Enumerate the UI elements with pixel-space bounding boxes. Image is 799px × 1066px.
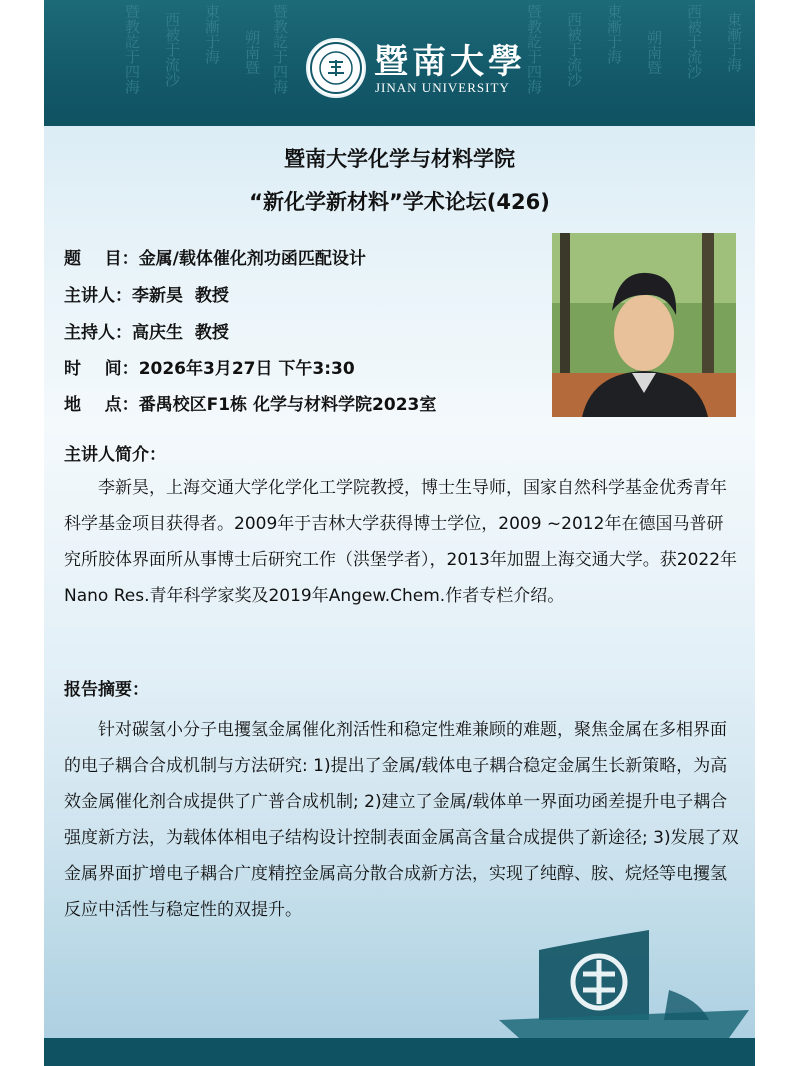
info-label: 时 间：	[64, 359, 139, 379]
calligraphy-bg: 東漸于海	[605, 4, 623, 64]
info-speaker	[64, 281, 229, 306]
footer-band	[44, 1038, 755, 1066]
calligraphy-bg: 暨教訖于四海	[525, 4, 543, 94]
info-value: 李新昊 教授	[132, 286, 229, 306]
poster	[44, 0, 755, 1066]
info-value: 番禺校区F1栋 化学与材料学院2023室	[138, 395, 437, 415]
speaker-photo	[552, 233, 736, 417]
header-banner	[44, 0, 755, 126]
bio-heading: 主讲人简介：	[64, 445, 166, 465]
info-topic	[64, 244, 366, 269]
brand-name-en: JINAN UNIVERSITY	[375, 80, 510, 95]
info-value: 高庆生 教授	[132, 323, 229, 343]
info-label: 主持人：	[64, 323, 132, 343]
abstract-heading: 报告摘要：	[64, 680, 149, 700]
calligraphy-bg: 東漸于海	[203, 4, 221, 64]
brand-name-cn: 暨南大學	[374, 42, 526, 82]
calligraphy-bg: 西被于流沙	[685, 4, 703, 79]
info-location	[64, 390, 436, 415]
university-seal-icon	[306, 38, 366, 98]
info-label: 地 点：	[64, 395, 139, 415]
info-time	[64, 354, 355, 379]
forum-title: “新化学新材料”学术论坛(426)	[249, 190, 550, 214]
calligraphy-bg: 朔南暨	[243, 30, 261, 75]
info-host	[64, 318, 229, 343]
bio-text: 李新昊，上海交通大学化学化工学院教授，博士生导师，国家自然科学基金优秀青年科学基金项目获得者。2009年于吉林大学获得博士学位，2009 ~2012年在德国马普研究所胶体界面所从事博士后研究工作（洪堡学者），2013年加盟上海交通大学。获2022年Nano Res.青年科学家奖及2019年Angew.Chem.作者专栏介绍。	[64, 478, 738, 606]
calligraphy-bg: 西被于流沙	[565, 12, 583, 87]
sailboat-emblem-icon	[499, 930, 749, 1042]
info-label: 主讲人：	[64, 286, 132, 306]
calligraphy-bg: 暨教訖于四海	[123, 4, 141, 94]
calligraphy-bg: 西被于流沙	[163, 12, 181, 87]
calligraphy-bg: 暨教訖于四海	[271, 4, 289, 94]
school-title: 暨南大学化学与材料学院	[284, 147, 515, 171]
info-label: 题 目：	[64, 249, 139, 269]
abstract-text: 针对碳氢小分子电攫氢金属催化剂活性和稳定性难兼顾的难题，聚焦金属在多相界面的电子耦合合成机制与方法研究: 1)提出了金属/载体电子耦合稳定金属生长新策略，为高效金属催化剂合成提供了广普合成机制; 2)建立了金属/载体单一界面功函差提升电子耦合强度新方法，为载体体相电子结构设计控制表面金属高含量合成提供了新途径; 3)发展了双金属界面扩增电子耦合广度精控金属高分散合成新方法，实现了纯醇、胺、烷烃等电攫氢反应中活性与稳定性的双提升。	[64, 720, 739, 920]
info-value: 2026年3月27日 下午3:30	[138, 359, 355, 379]
calligraphy-bg: 朔南暨	[645, 30, 663, 75]
calligraphy-bg: 東漸于海	[725, 12, 743, 72]
info-value: 金属/载体催化剂功函匹配设计	[138, 249, 366, 269]
